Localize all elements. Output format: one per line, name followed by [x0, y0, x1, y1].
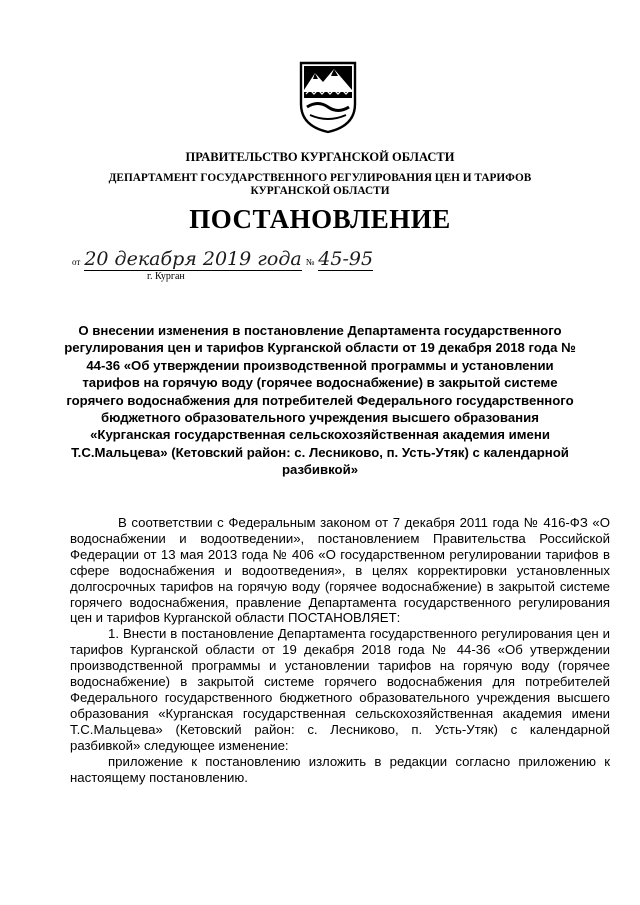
- handwritten-date: 20 декабря 2019 года: [84, 248, 302, 270]
- body-paragraph-appendix: приложение к постановлению изложить в редакции согласно приложению к настоящему постановлению.: [70, 753, 610, 785]
- city-label: г. Курган: [147, 271, 185, 282]
- document-body: [70, 515, 610, 785]
- handwritten-number: 45-95: [318, 248, 374, 270]
- department-name-line1: ДЕПАРТАМЕНТ ГОСУДАРСТВЕННОГО РЕГУЛИРОВАНИЯ ЦЕН И ТАРИФОВ: [108, 172, 532, 184]
- department-name: [0, 172, 640, 198]
- date-number-line: [72, 248, 373, 271]
- coat-of-arms-icon: [298, 60, 358, 134]
- body-paragraph-item-1: 1. Внести в постановление Департамента государственного регулирования цен и тарифов Курганской области от 19 декабря 2018 года № 44-36 «Об утверждении производственной программы и установлении тарифов на горячую воду (горячее водоснабжение) в закрытой системе горячего водоснабжения для потребителей Федерального государственного бюджетного образовательного учреждения высшего образования «Курганская государственная сельскохозяйственная академия имени Т.С.Мальцева» (Кетовский район: с. Лесниково, п. Усть-Утяк) с календарной разбивкой» следующее изменение:: [70, 626, 610, 753]
- number-prefix: №: [305, 257, 315, 267]
- document-subject: О внесении изменения в постановление Департамента государственного регулирования цен и тарифов Курганской области от 19 декабря 2018 года № 44-36 «Об утверждении производственной программы и установлении тарифов на горячую воду (горячее водоснабжение) в закрытой системе горячего водоснабжения для потребителей Федерального государственного бюджетного образовательного учреждения высшего образования «Курганская государственная сельскохозяйственная академия имени Т.С.Мальцева» (Кетовский район: с. Лесниково, п. Усть-Утяк) с календарной разбивкой»: [64, 323, 576, 478]
- document-title: ПОСТАНОВЛЕНИЕ: [189, 204, 451, 234]
- date-prefix: от: [72, 257, 81, 267]
- department-name-line2: КУРГАНСКОЙ ОБЛАСТИ: [250, 185, 390, 197]
- body-paragraph-preamble: В соответствии с Федеральным законом от 7 декабря 2011 года № 416-ФЗ «О водоснабжении и водоотведении», постановлением Правительства Российской Федерации от 13 мая 2013 года № 406 «О государственном регулировании тарифов в сфере водоснабжения и водоотведения», в целях корректировки установленных долгосрочных тарифов на горячую воду (горячее водоснабжение) в закрытой системе горячего водоснабжения, правление Департамента государственного регулирования цен и тарифов Курганской области ПОСТАНОВЛЯЕТ:: [70, 515, 610, 626]
- government-name: ПРАВИТЕЛЬСТВО КУРГАНСКОЙ ОБЛАСТИ: [185, 150, 455, 164]
